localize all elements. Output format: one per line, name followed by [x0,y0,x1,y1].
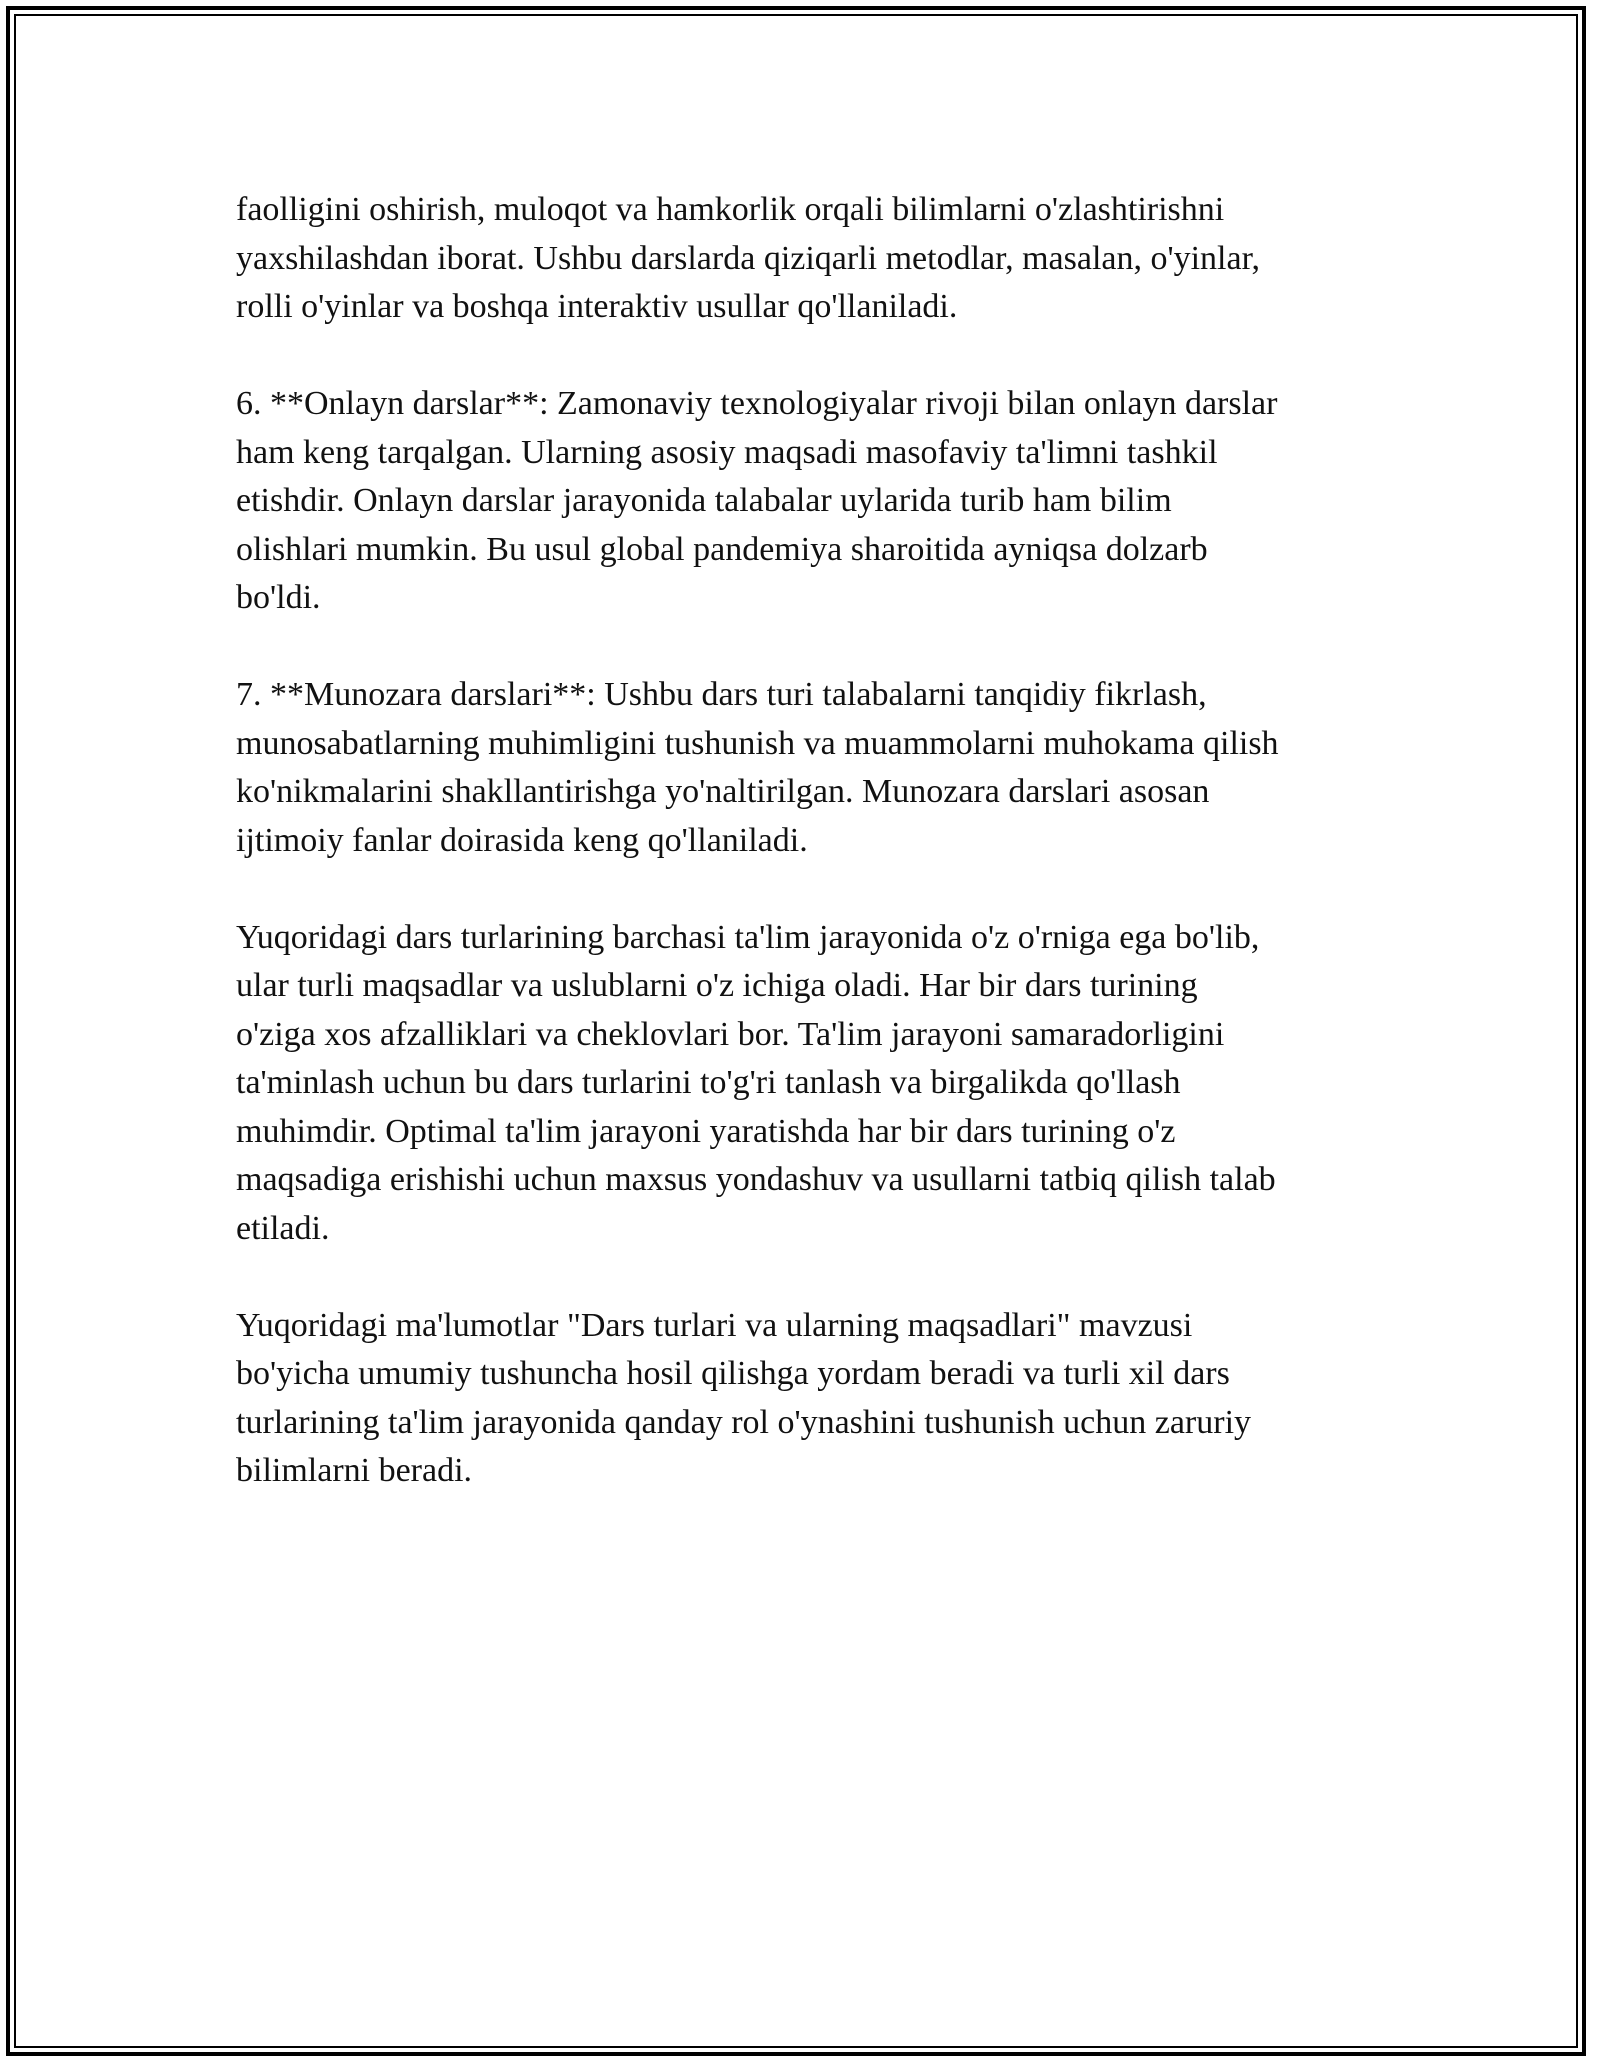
paragraph-conclusion: Yuqoridagi ma'lumotlar "Dars turlari va ularning maqsadlari" mavzusi bo'yicha umumiy tushuncha hosil qilishga yordam beradi va turli xil dars turlarining ta'lim jarayonida qanday rol o'ynashini tushunish uchun zaruriy bilimlarni beradi. [236,1306,1252,1489]
paragraph-online-lessons: 6. **Onlayn darslar**: Zamonaviy texnologiyalar rivoji bilan onlayn darslar ham keng tarqalgan. Ularning asosiy maqsadi masofaviy ta'limni tashkil etishdir. Onlayn darslar jarayonida talabalar uylarida turib ham bilim olishlari mumkin. Bu usul global pandemiya sharoitida ayniqsa dolzarb bo'ldi. [236,385,1278,616]
paragraph-discussion-lessons: 7. **Munozara darslari**: Ushbu dars turi talabalarni tanqidiy fikrlash, munosabatlarning muhimligini tushunish va muammolarni muhokama qilish ko'nikmalarini shakllantirishga yo'naltirilgan. Munozara darslari asosan ijtimoiy fanlar doirasida keng qo'llaniladi. [236,676,1279,859]
paragraph-interactive-lessons-continued: faolligini oshirish, muloqot va hamkorlik orqali bilimlarni o'zlashtirishni yaxshilashdan iborat. Ushbu darslarda qiziqarli metodlar, masalan, o'yinlar, rolli o'yinlar va boshqa interaktiv usullar qo'llaniladi. [236,191,1261,325]
document-body [236,186,1386,1544]
paragraph-summary: Yuqoridagi dars turlarining barchasi ta'lim jarayonida o'z o'rniga ega bo'lib, ular turli maqsadlar va uslublarni o'z ichiga oladi. Har bir dars turining o'ziga xos afzalliklari va cheklovlari bor. Ta'lim jarayoni samaradorligini ta'minlash uchun bu dars turlarini to'g'ri tanlash va birgalikda qo'llash muhimdir. Optimal ta'lim jarayoni yaratishda har bir dars turining o'z maqsadiga erishishi uchun maxsus yondashuv va usullarni tatbiq qilish talab etiladi. [236,918,1276,1247]
